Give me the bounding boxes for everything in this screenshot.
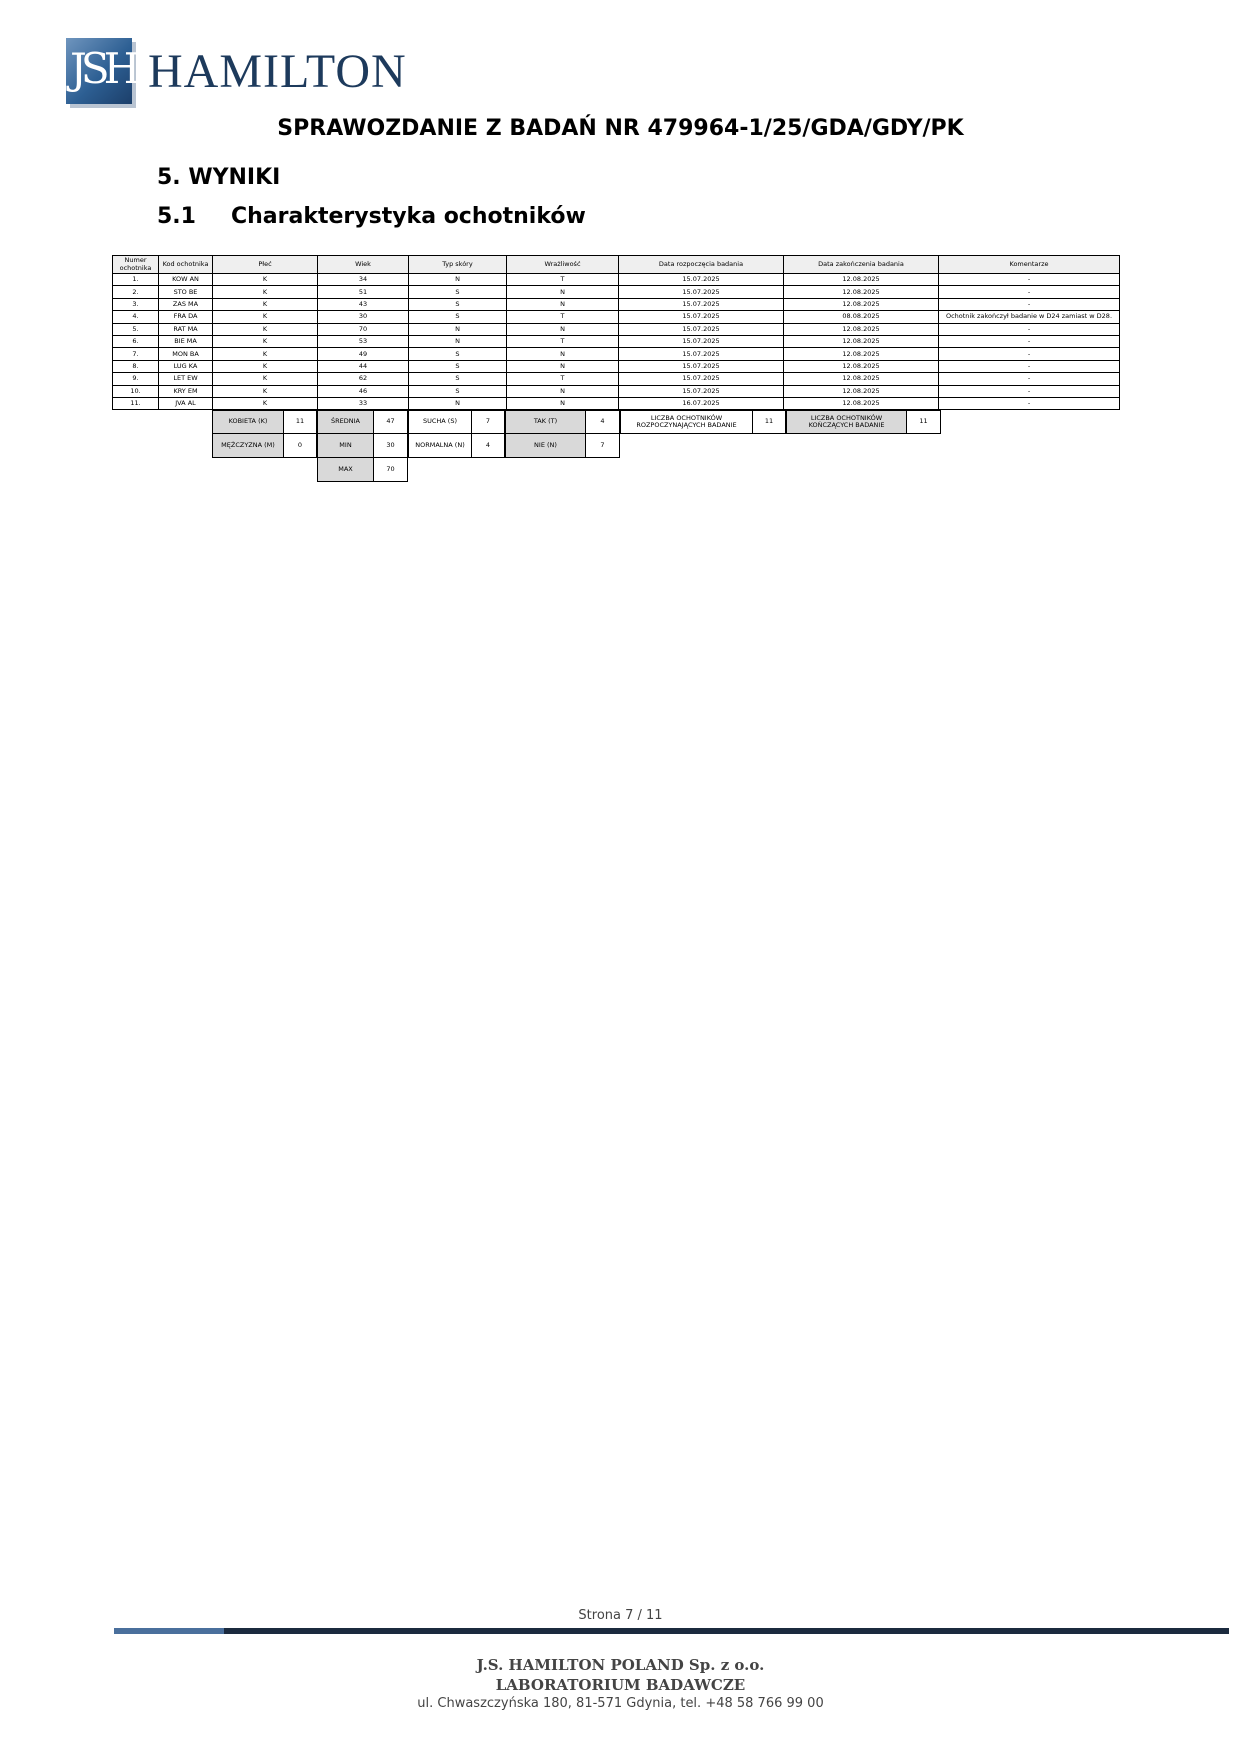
table-cell: 46 (318, 385, 409, 397)
table-cell: - (939, 286, 1120, 298)
logo-monogram: JSH (70, 44, 135, 93)
table-cell: T (507, 335, 619, 347)
table-row (113, 286, 1120, 298)
men-label: MĘŻCZYZNA (M) (212, 433, 284, 458)
table-cell: 33 (318, 397, 409, 409)
women-value: 11 (283, 410, 317, 434)
table-cell: 12.08.2025 (784, 298, 939, 310)
table-cell: STO BE (159, 286, 213, 298)
table-cell: 15.07.2025 (619, 335, 784, 347)
table-cell: - (939, 385, 1120, 397)
normal-value: 4 (471, 433, 505, 458)
table-cell: 70 (318, 323, 409, 335)
max-label: MAX (317, 457, 374, 482)
dry-label: SUCHA (S) (408, 410, 472, 434)
table-cell: 15.07.2025 (619, 274, 784, 286)
max-value: 70 (373, 457, 408, 482)
table-body (113, 274, 1120, 410)
column-header: Typ skóry (409, 256, 507, 274)
started-label: LICZBA OCHOTNIKÓW ROZPOCZYNAJĄCYCH BADANIE (620, 410, 753, 434)
table-cell: 12.08.2025 (784, 373, 939, 385)
table-cell: K (213, 274, 318, 286)
logo-mark (66, 38, 135, 104)
no-value: 7 (585, 433, 620, 458)
table-cell: N (409, 323, 507, 335)
table-cell: 12.08.2025 (784, 385, 939, 397)
table-cell: S (409, 360, 507, 372)
table-cell: N (409, 335, 507, 347)
table-cell: 12.08.2025 (784, 335, 939, 347)
table-cell: 43 (318, 298, 409, 310)
table-cell: - (939, 373, 1120, 385)
footer-divider (224, 1628, 1229, 1634)
table-cell: N (507, 360, 619, 372)
table-row (113, 323, 1120, 335)
column-header: Data rozpoczęcia badania (619, 256, 784, 274)
table-cell: - (939, 348, 1120, 360)
table-cell: 15.07.2025 (619, 311, 784, 323)
table-row (113, 397, 1120, 409)
table-cell: Ochotnik zakończył badanie w D24 zamiast w D28. (939, 311, 1120, 323)
table-cell: K (213, 298, 318, 310)
section-heading: 5. WYNIKI (157, 165, 281, 190)
table-cell: S (409, 373, 507, 385)
table-cell: - (939, 335, 1120, 347)
normal-label: NORMALNA (N) (408, 433, 472, 458)
table-cell: FRA DA (159, 311, 213, 323)
table-row (113, 385, 1120, 397)
table-cell: - (939, 298, 1120, 310)
table-cell: 49 (318, 348, 409, 360)
logo-wordmark: HAMILTON (148, 45, 407, 98)
table-cell: 15.07.2025 (619, 360, 784, 372)
table-cell: N (409, 397, 507, 409)
table-cell: 12.08.2025 (784, 286, 939, 298)
table-cell: - (939, 274, 1120, 286)
table-cell: T (507, 311, 619, 323)
table-cell: LUG KA (159, 360, 213, 372)
table-cell: 8. (113, 360, 159, 372)
table-cell: KRY EM (159, 385, 213, 397)
table-cell: S (409, 286, 507, 298)
min-label: MIN (317, 433, 374, 458)
table-cell: K (213, 373, 318, 385)
women-label: KOBIETA (K) (212, 410, 284, 434)
table-cell: S (409, 385, 507, 397)
column-header: Komentarze (939, 256, 1120, 274)
table-cell: 6. (113, 335, 159, 347)
table-cell: K (213, 385, 318, 397)
table-cell: T (507, 373, 619, 385)
table-cell: 9. (113, 373, 159, 385)
table-cell: N (507, 298, 619, 310)
table-cell: S (409, 348, 507, 360)
table-cell: MON BA (159, 348, 213, 360)
table-cell: 08.08.2025 (784, 311, 939, 323)
table-cell: N (507, 286, 619, 298)
table-cell: LET EW (159, 373, 213, 385)
table-cell: BIE MA (159, 335, 213, 347)
table-cell: 15.07.2025 (619, 286, 784, 298)
yes-label: TAK (T) (505, 410, 586, 434)
min-value: 30 (373, 433, 408, 458)
finished-value: 11 (906, 410, 941, 434)
table-cell: 7. (113, 348, 159, 360)
table-cell: N (409, 274, 507, 286)
page-number: Strona 7 / 11 (578, 1608, 663, 1623)
table-cell: K (213, 335, 318, 347)
table-row (113, 274, 1120, 286)
table-cell: 15.07.2025 (619, 348, 784, 360)
table-cell: 3. (113, 298, 159, 310)
table-cell: 15.07.2025 (619, 385, 784, 397)
table-cell: 51 (318, 286, 409, 298)
table-cell: 12.08.2025 (784, 274, 939, 286)
table-cell: 16.07.2025 (619, 397, 784, 409)
dry-value: 7 (471, 410, 505, 434)
column-header: Kod ochotnika (159, 256, 213, 274)
table-cell: K (213, 311, 318, 323)
table-cell: 15.07.2025 (619, 323, 784, 335)
table-cell: 12.08.2025 (784, 360, 939, 372)
table-cell: 15.07.2025 (619, 298, 784, 310)
table-cell: 34 (318, 274, 409, 286)
table-cell: - (939, 360, 1120, 372)
table-cell: - (939, 397, 1120, 409)
table-row (113, 373, 1120, 385)
table-cell: 15.07.2025 (619, 373, 784, 385)
table-cell: 5. (113, 323, 159, 335)
table-cell: 4. (113, 311, 159, 323)
table-cell: N (507, 385, 619, 397)
table-cell: KOW AN (159, 274, 213, 286)
table-cell: K (213, 323, 318, 335)
table-cell: 30 (318, 311, 409, 323)
table-cell: N (507, 397, 619, 409)
subsection-number: 5.1 (157, 204, 196, 229)
mean-label: ŚREDNIA (317, 410, 374, 434)
table-header-row (113, 256, 1120, 274)
company-address: ul. Chwaszczyńska 180, 81-571 Gdynia, tel. +48 58 766 99 00 (417, 1696, 824, 1711)
table-row (113, 311, 1120, 323)
column-header: Wrażliwość (507, 256, 619, 274)
table-cell: 53 (318, 335, 409, 347)
company-name: J.S. HAMILTON POLAND Sp. z o.o. (476, 1656, 765, 1674)
table-cell: K (213, 286, 318, 298)
yes-value: 4 (585, 410, 620, 434)
column-header: Płeć (213, 256, 318, 274)
table-cell: RAT MA (159, 323, 213, 335)
table-row (113, 335, 1120, 347)
table-cell: 12.08.2025 (784, 323, 939, 335)
table-row (113, 298, 1120, 310)
volunteer-table (112, 255, 1120, 410)
table-cell: K (213, 348, 318, 360)
table-cell: N (507, 348, 619, 360)
finished-label: LICZBA OCHOTNIKÓW KOŃCZĄCYCH BADANIE (786, 410, 907, 434)
table-cell: S (409, 311, 507, 323)
table-row (113, 348, 1120, 360)
footer-divider (114, 1628, 224, 1634)
table-cell: 2. (113, 286, 159, 298)
table-cell: T (507, 274, 619, 286)
table-cell: 10. (113, 385, 159, 397)
mean-value: 47 (373, 410, 408, 434)
table-cell: 11. (113, 397, 159, 409)
table-cell: - (939, 323, 1120, 335)
table-cell: ZAS MA (159, 298, 213, 310)
table-cell: JVA AL (159, 397, 213, 409)
column-header: Wiek (318, 256, 409, 274)
subsection-title: Charakterystyka ochotników (231, 204, 586, 229)
table-cell: K (213, 360, 318, 372)
column-header: Data zakończenia badania (784, 256, 939, 274)
table-cell: 44 (318, 360, 409, 372)
table-row (113, 360, 1120, 372)
table-cell: N (507, 323, 619, 335)
table-cell: 12.08.2025 (784, 348, 939, 360)
table-cell: 12.08.2025 (784, 397, 939, 409)
no-label: NIE (N) (505, 433, 586, 458)
table-cell: S (409, 298, 507, 310)
column-header: Numer ochotnika (113, 256, 159, 274)
company-logo (66, 38, 406, 106)
report-title: SPRAWOZDANIE Z BADAŃ NR 479964-1/25/GDA/GDY/PK (277, 116, 964, 141)
lab-name: LABORATORIUM BADAWCZE (495, 1676, 746, 1694)
table-cell: K (213, 397, 318, 409)
started-value: 11 (752, 410, 786, 434)
table-cell: 62 (318, 373, 409, 385)
men-value: 0 (283, 433, 317, 458)
table-cell: 1. (113, 274, 159, 286)
